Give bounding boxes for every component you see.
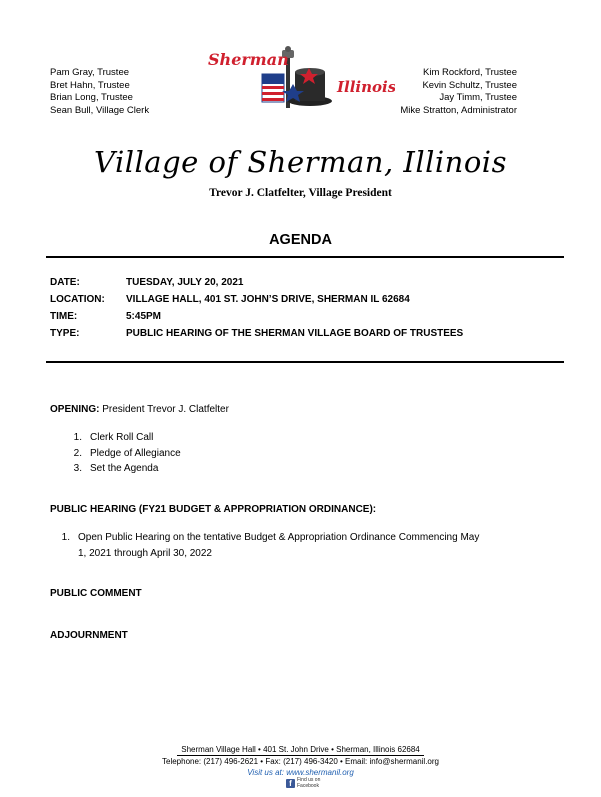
trustee-name: Jay Timm, Trustee: [439, 92, 517, 103]
trustee-name: Pam Gray, Trustee: [50, 67, 130, 78]
footer-address: Sherman Village Hall • 401 St. John Drive • Sherman, Illinois 62684: [177, 744, 423, 756]
meta-label: DATE:: [50, 277, 80, 288]
list-item: 2. Pledge of Allegiance: [73, 447, 181, 459]
meta-row-date: [50, 274, 463, 291]
list-item: 3. Set the Agenda: [73, 463, 159, 474]
opening-text: President Trevor J. Clatfelter: [99, 404, 229, 415]
logo-word-right: Illinois: [337, 78, 395, 96]
footer: [0, 744, 601, 778]
public-hearing-list: [50, 530, 560, 561]
meta-value: PUBLIC HEARING OF THE SHERMAN VILLAGE BOARD OF TRUSTEES: [126, 328, 464, 339]
facebook-line1: Find us on: [297, 777, 321, 783]
village-president: Trevor J. Clatfelter, Village President: [209, 187, 392, 199]
public-hearing-heading: PUBLIC HEARING (FY21 BUDGET & APPROPRIATION ORDINANCE):: [50, 504, 377, 515]
adjournment-heading: ADJOURNMENT: [50, 630, 128, 641]
opening-label: OPENING:: [50, 404, 100, 415]
facebook-icon: f: [286, 779, 295, 788]
meta-label: LOCATION:: [50, 294, 105, 305]
divider: [46, 361, 564, 363]
meta-label: TYPE:: [50, 328, 80, 339]
trustee-name: Kevin Schultz, Trustee: [422, 79, 517, 91]
opening-section: [50, 404, 229, 415]
trustees-left: [50, 67, 149, 117]
agenda-title: AGENDA: [269, 232, 332, 248]
facebook-line2: Facebook: [297, 782, 319, 789]
village-title: Village of Sherman, Illinois: [94, 145, 507, 179]
footer-website-link[interactable]: Visit us at: www.shermanil.org: [247, 768, 354, 777]
meta-row-time: [50, 308, 463, 325]
trustee-name: Brian Long, Trustee: [50, 92, 133, 103]
meta-value: TUESDAY, JULY 20, 2021: [126, 277, 244, 288]
footer-contact: Telephone: (217) 496-2621 • Fax: (217) 496-3420 • Email: info@shermanil.org: [162, 757, 439, 766]
opening-list: [62, 430, 181, 477]
divider: [46, 256, 564, 258]
meta-value: VILLAGE HALL, 401 ST. JOHN’S DRIVE, SHERMAN IL 62684: [126, 294, 410, 305]
sherman-logo: [205, 46, 395, 108]
facebook-link[interactable]: [286, 778, 320, 789]
list-item: 1. Clerk Roll Call: [73, 432, 154, 443]
trustees-right: [400, 67, 517, 117]
clerk-name: Sean Bull, Village Clerk: [50, 104, 150, 116]
list-item: 1. Open Public Hearing on the tentative Budget & Appropriation Ordinance Commencing May 1, 2021 through April 30, 2022: [61, 532, 480, 559]
administrator-name: Mike Stratton, Administrator: [400, 104, 517, 116]
logo-word-left: Sherman: [208, 50, 289, 69]
top-hat-lamppost-logo-icon: [205, 46, 395, 108]
trustee-name: Kim Rockford, Trustee: [423, 67, 517, 78]
meta-label: TIME:: [50, 311, 78, 322]
trustee-name: Bret Hahn, Trustee: [50, 79, 130, 91]
meta-row-location: [50, 291, 463, 308]
meeting-details: [50, 274, 463, 342]
meta-row-type: [50, 325, 463, 342]
meta-value: 5:45PM: [126, 311, 162, 322]
public-comment-heading: PUBLIC COMMENT: [50, 588, 142, 599]
